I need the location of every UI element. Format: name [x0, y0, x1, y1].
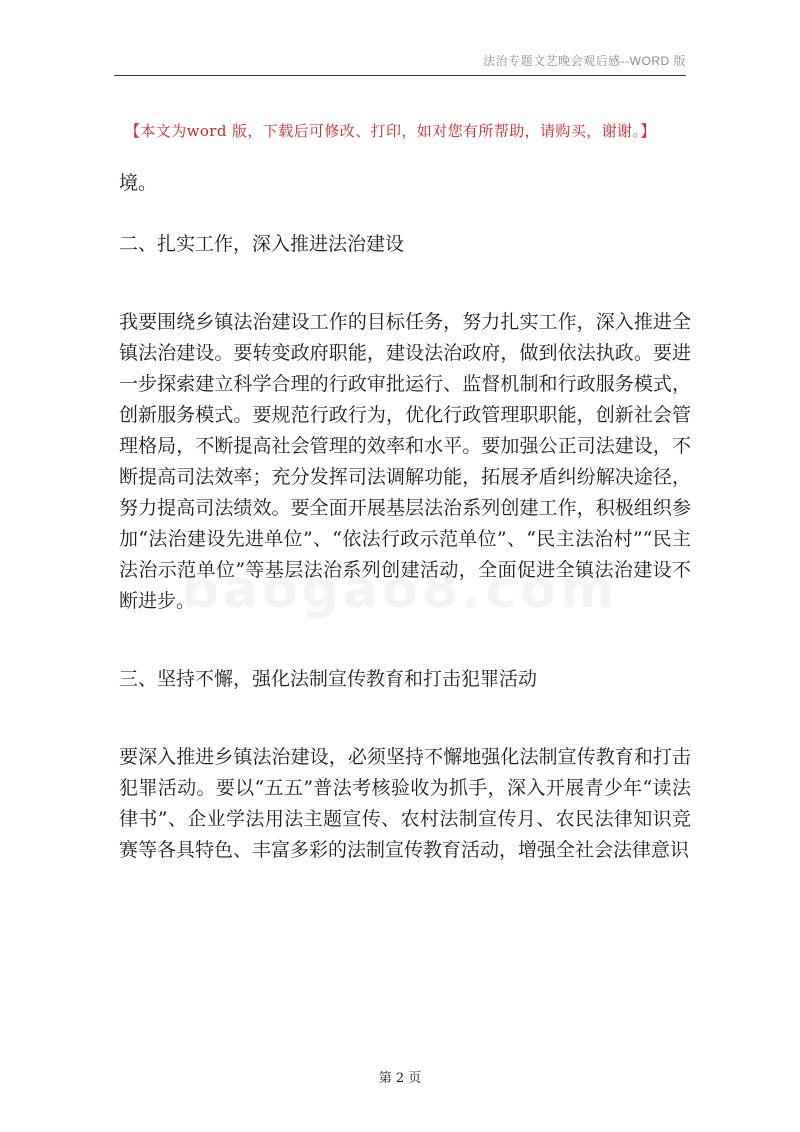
running-header: 法治专题文艺晚会观后感--WORD 版 — [483, 54, 686, 68]
document-body — [119, 168, 691, 866]
section-heading-3: 三、坚持不懈，强化法制宣传教育和打击犯罪活动 — [119, 668, 538, 690]
header-divider — [114, 75, 686, 76]
paragraph-section-3: 要深入推进乡镇法治建设，必须坚持不懈地强化法制宣传教育和打击犯罪活动。要以“五五”普法考核验收为抓手，深入开展青少年“读法律书”、企业学法用法主题宣传、农村法制宣传月、农民法律知识竞赛等各具特色、丰富多彩的法制宣传教育活动，增强全社会法律意识 — [119, 746, 691, 861]
paragraph-fragment: 境。 — [119, 172, 158, 194]
page-number: 第 2 页 — [378, 1071, 422, 1086]
section-heading-2: 二、扎实工作，深入推进法治建设 — [119, 233, 405, 255]
paragraph-section-2: 我要围绕乡镇法治建设工作的目标任务，努力扎实工作，深入推进全镇法治建设。要转变政府职能，建设法治政府，做到依法执政。要进一步探索建立科学合理的行政审批运行、监督机制和行政服务模式，创新服务模式。要规范行政行为，优化行政管理职职能，创新社会管理格局，不断提高社会管理的效率和水平。要加强公正司法建设，不断提高司法效率；充分发挥司法调解功能，拓展矛盾纠纷解决途径，努力提高司法绩效。要全面开展基层法治系列创建工作，积极组织参加“法治建设先进单位”、“依法行政示范单位”、“民主法治村”“民主法治示范单位”等基层法治系列创建活动，全面促进全镇法治建设不断进步。 — [119, 311, 691, 612]
purchase-notice: 【本文为word 版，下载后可修改、打印，如对您有所帮助，请购买，谢谢。】 — [125, 122, 656, 140]
